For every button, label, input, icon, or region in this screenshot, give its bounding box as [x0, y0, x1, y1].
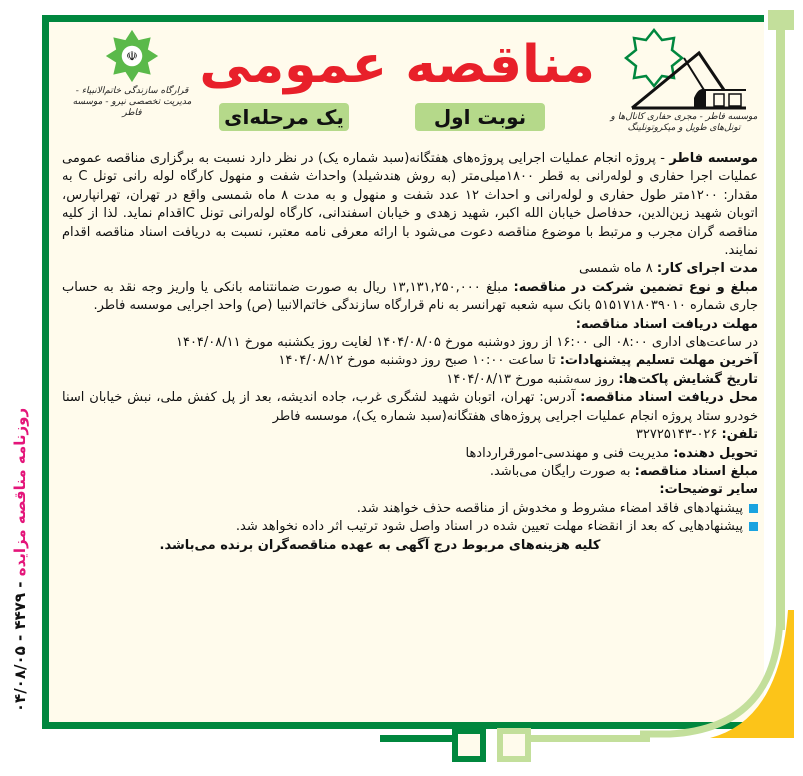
submit-label: آخرین مهلت تسلیم پیشنهادات:	[559, 353, 758, 369]
location-value: آدرس: تهران، اتوبان شهید لشگری غرب، جاده اندیشه، بعد از پل کفش ملی، نبش خیابان اسنا خودرو ستاد پروژه انجام عملیات اجرایی پروژه‌های هفتگانه(سبد شماره یک)، موسسه فاطر	[62, 390, 758, 424]
location-label: محل دریافت اسناد مناقصه:	[580, 390, 758, 406]
side-ref: ۰۴/۰۸/۰۵ - ۴۴۷۹ -	[11, 576, 29, 713]
duration-label: مدت اجرای کار:	[656, 261, 758, 277]
phone-label: تلفن:	[721, 427, 758, 443]
duration-row	[62, 260, 758, 278]
delivery-value: مدیریت فنی و مهندسی-امورقراردادها	[465, 445, 674, 461]
bullet-square-icon	[749, 522, 758, 531]
note-item	[62, 518, 758, 536]
note-item	[62, 500, 758, 518]
opening-row	[62, 371, 758, 389]
duration-value: ۸ ماه شمسی	[578, 261, 657, 277]
ad-title: مناقصه عمومی	[199, 35, 595, 95]
logo-left	[62, 28, 202, 146]
bullet-square-icon	[749, 504, 758, 513]
submit-row	[62, 352, 758, 370]
emblem-icon	[87, 28, 177, 84]
delivery-row	[62, 445, 758, 463]
side-brand: روزنامه مناقصه مزایده	[11, 407, 29, 577]
fater-logo-icon	[614, 28, 754, 110]
phone-row	[62, 426, 758, 444]
bottom-square-light	[497, 728, 531, 762]
logo-right	[604, 28, 764, 146]
phone-value: ۰۲۶-۳۲۷۲۵۱۴۳	[635, 427, 722, 443]
ad-body	[62, 150, 758, 555]
frame-right-line	[776, 30, 785, 630]
footer-note: کلیه هزینه‌های مربوط درج آگهی به عهده مناقصه‌گران برنده می‌باشد.	[159, 537, 601, 553]
note-text: پیشنهادهایی که بعد از انقضاء مهلت تعیین شده در اسناد واصل شود ترتیب اثر داده نخواهد شد.	[235, 519, 743, 535]
intro-paragraph	[62, 150, 758, 260]
docs-price-value: به صورت رایگان می‌باشد.	[489, 463, 635, 479]
other-notes-label: سایر توضیحات:	[659, 482, 758, 498]
round-badge: نوبت اول	[415, 103, 545, 131]
stage-badge: یک مرحله‌ای	[219, 103, 349, 131]
side-publication-ref	[11, 408, 29, 712]
logo-right-caption: موسسه فاطر - مجری حفاری کانال‌ها و تونل‌های طویل و میکروتونلینگ	[610, 112, 758, 133]
corner-swoosh-decoration	[640, 610, 794, 740]
guarantee-label: مبلغ و نوع تضمین شرکت در مناقصه:	[513, 279, 759, 295]
bottom-line-dark	[380, 735, 455, 742]
submit-value: تا ساعت ۱۰:۰۰ صبح روز دوشنبه مورخ ۱۴۰۴/۰۸/۱۲	[278, 353, 560, 369]
delivery-label: تحویل دهنده:	[673, 445, 758, 461]
bottom-line-light	[530, 735, 650, 742]
location-row	[62, 389, 758, 426]
docs-deadline-value: در ساعت‌های اداری ۰۸:۰۰ الی ۱۶:۰۰ از روز دوشنبه مورخ ۱۴۰۴/۰۸/۰۵ لغایت روز یکشنبه مورخ ۱۴۰۴/۰۸/۱۱	[175, 335, 758, 351]
bottom-square-dark	[452, 728, 486, 762]
guarantee-row	[62, 279, 758, 316]
opening-label: تاریخ گشایش پاکت‌ها:	[618, 371, 758, 387]
intro-text: - پروژه انجام عملیات اجرایی پروژه‌های هفتگانه(سبد شماره یک) در نظر دارد نسبت به برگزاری مناقصه عمومی عملیات اجرا حفاری و لوله‌رانی به قطر ۱۸۰۰میلی‌متر (به روش هندشیلد) واحداث شفت و منهول کارگاه لوله رانی تونل C به مقدار: ۱۲۰۰متر طول حفاری و لوله‌رانی و احداث ۱۲ عدد شفت و منهول و به مدت ۸ ماه شمسی واقع در تهران، تهرانپارس، اتوبان شهید زین‌الدین، حدفاصل خیابان الله اکبر، شهید زهدی و خیابان اسفندانی، کارگاه لوله‌رانی تونل Cاقدام نماید. لذا از کلیه مناقصه گران مجرب و مرتبط با موضوع مناقصه دعوت می‌شود با ارائه معرفی نامه معتبر، نسبت به دریافت اسناد مناقصه اقدام نمایند.	[62, 151, 759, 259]
logo-left-caption: قرارگاه سازندگی خاتم‌الانبیاء - مدیریت تخصصی نیرو - موسسه فاطر	[72, 86, 192, 118]
guarantee-value: مبلغ ۱۳,۱۳۱,۲۵۰,۰۰۰ ریال به صورت ضمانتنامه بانکی یا واریز وجه نقد به حساب جاری شماره ۵۱۵۱۷۱۸۰۳۹۰۱۰ بانک سپه شعبه تهرانسر به نام قرارگاه سازندگی خاتم‌الانبیا (ص) واحد اجرایی موسسه فاطر.	[62, 279, 758, 314]
org-name: موسسه فاطر	[669, 151, 758, 166]
note-text: پیشنهادهای فاقد امضاء مشروط و مخدوش از مناقصه حذف خواهند شد.	[356, 500, 743, 516]
opening-value: روز سه‌شنبه مورخ ۱۴۰۴/۰۸/۱۳	[446, 371, 619, 387]
docs-price-label: مبلغ اسناد مناقصه:	[634, 463, 758, 479]
svg-text:☫: ☫	[126, 49, 138, 65]
frame-corner-decoration	[768, 10, 794, 30]
docs-deadline-label: مهلت دریافت اسناد مناقصه:	[575, 316, 758, 332]
docs-price-row	[62, 463, 758, 481]
